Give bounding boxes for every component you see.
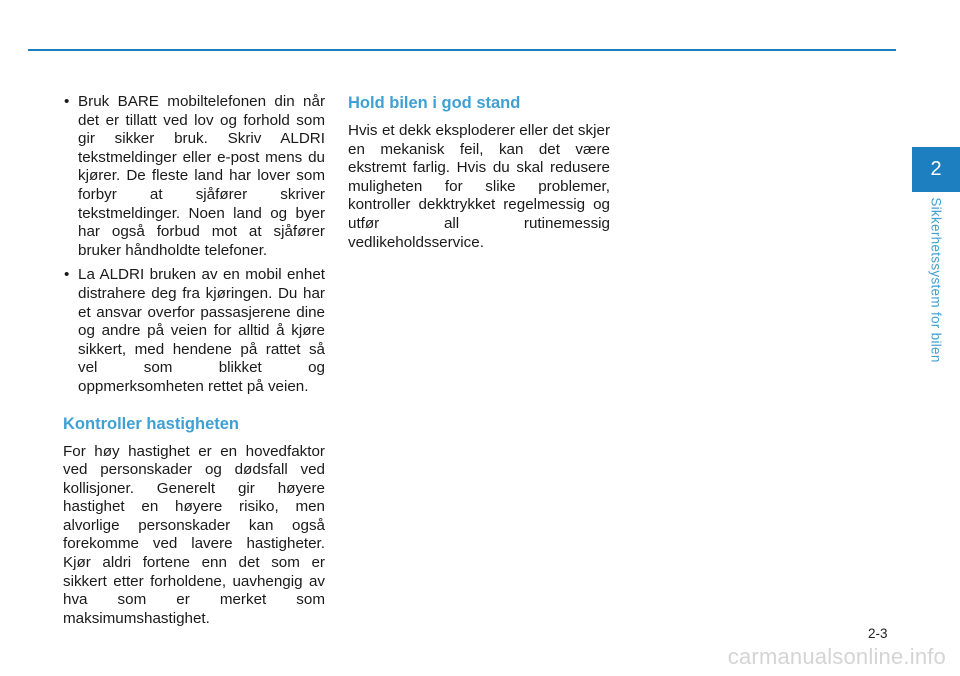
right-column bbox=[348, 93, 610, 252]
bullet-item: • La ALDRI bruken av en mobil enhet distrahere deg fra kjøringen. Du har et ansvar overfor passasjerene dine og andre på veien for alltid å kjøre sikkert, med hendene på rattet så vel som blikket og oppmerksomheten rettet på veien. bbox=[63, 266, 325, 396]
section-text-maintenance: Hvis et dekk eksploderer eller det skjer en mekanisk feil, kan det være ekstremt farlig. Hvis du skal redusere muligheten for slike problemer, kontroller dekktrykket regelmessig og utfør all rutinemessig vedlikeholdsservice. bbox=[348, 122, 610, 251]
chapter-number: 2 bbox=[930, 158, 942, 180]
header-rule bbox=[28, 49, 896, 51]
left-column bbox=[63, 93, 325, 628]
bullet-list bbox=[63, 93, 325, 397]
section-text-speed: For høy hastighet er en hovedfaktor ved personskader og dødsfall ved kollisjoner. Generelt gir høyere hastighet en høyere risiko, men alvorlige personskader kan også forekomme ved lavere hastigheter. Kjør aldri fortene enn det som er sikkert etter forholdene, uavhengig av hva som er merket som maksimumshastighet. bbox=[63, 442, 325, 627]
bullet-item: • Bruk BARE mobiltelefonen din når det er tillatt ved lov og forhold som gir sikker bruk. Skriv ALDRI tekstmeldinger eller e-post mens du kjører. De fleste land har lover som forbyr at sjåfører skriver tekstmeldinger. Noen land og byer har også forbud mot at sjåfører bruker håndholdte telefoner. bbox=[63, 93, 325, 260]
page-number: 2-3 bbox=[868, 626, 888, 641]
section-heading-maintenance: Hold bilen i god stand bbox=[348, 94, 521, 112]
chapter-title: Sikkerhetssystem for bilen bbox=[928, 197, 944, 363]
watermark: carmanualsonline.info bbox=[727, 644, 946, 669]
chapter-tab bbox=[912, 147, 960, 192]
section-heading-speed: Kontroller hastigheten bbox=[63, 414, 240, 433]
